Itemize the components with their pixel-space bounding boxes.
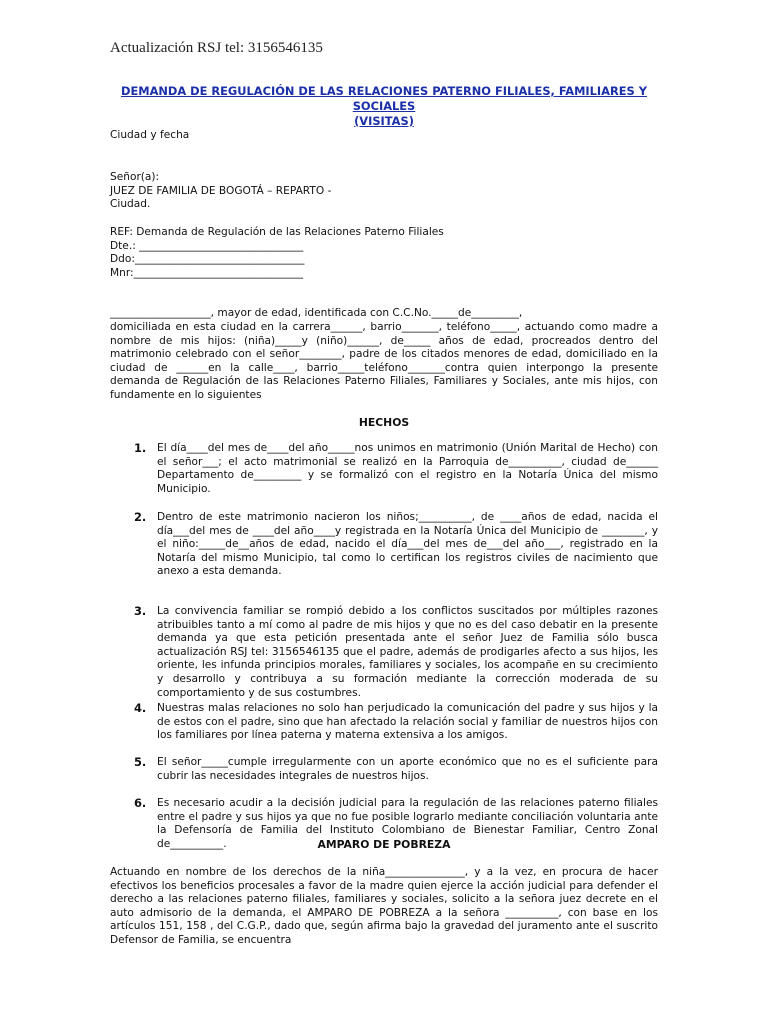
amparo-paragraph: Actuando en nombre de los derechos de la niña_______________, y a la vez, en procura de hacer efectivos los beneficios procesales a favor de la madre quien ejerce la acción judicial para defender el derecho a las relaciones paterno filiales, familiares y sociales, solicito a la señora juez decrete en el auto admisorio de la demanda, el AMPARO DE POBREZA a la señora __________, con base en los artículos 151, 158 , del C.G.P., dado que, según afirma bajo la gravedad del juramento ante el suscrito Defensor de Familia, se encuentra bbox=[110, 866, 658, 946]
ref-subject: REF: Demanda de Regulación de las Relaciones Paterno Filiales bbox=[110, 226, 444, 238]
ref-demandado: Ddo:________________________________ bbox=[110, 253, 305, 266]
intro-first-line: ___________________, mayor de edad, identificada con C.C.No._____de_________, bbox=[110, 307, 523, 319]
city-date: Ciudad y fecha bbox=[110, 129, 190, 141]
hecho-text: Es necesario acudir a la decisión judicial para la regulación de las relaciones paterno filiales entre el padre y sus hijos ya que no fue posible lograrlo mediante conciliación voluntaria ante la Defensoría de Familia del Instituto Colombiano de Bienestar Familiar, Centro Zonal de__________. bbox=[157, 797, 658, 850]
hecho-number: 6. bbox=[134, 796, 147, 810]
amparo-heading: AMPARO DE POBREZA bbox=[317, 838, 451, 851]
document-title bbox=[110, 84, 658, 129]
hecho-item-4 bbox=[110, 702, 658, 743]
reference-block bbox=[110, 226, 658, 280]
hecho-text: Nuestras malas relaciones no solo han perjudicado la comunicación del padre y sus hijos y la de estos con el padre, sino que han afectado la relación social y familiar de nuestros hijos con los familiares por línea paterna y materna extensiva a los amigos. bbox=[157, 702, 658, 742]
hecho-item-1 bbox=[110, 442, 658, 496]
addressee-block bbox=[110, 171, 658, 212]
hecho-item-5 bbox=[110, 756, 658, 783]
addressee-salutation: Señor(a): bbox=[110, 171, 160, 183]
hecho-text: El día____del mes de____del año_____nos unimos en matrimonio (Unión Marital de Hecho) con el señor___; el acto matrimonial se realizó en la Parroquia de__________, ciudad de______ Departamento de_________ y se formalizó con el registro en la Notaría Única del mismo Municipio. bbox=[157, 442, 658, 495]
addressee-judge: JUEZ DE FAMILIA DE BOGOTÁ – REPARTO - bbox=[110, 184, 332, 197]
hecho-number: 2. bbox=[134, 510, 147, 524]
hecho-text: La convivencia familiar se rompió debido a los conflictos suscitados por múltiples razones atribuibles tanto a mí como al padre de mis hijos y que no es del caso debatir en la presente demanda ya que esta petición presentada ante el señor Juez de Familia sólo busca actualización RSJ tel: 3156546135 que el padre, además de prodigarles afecto a sus hijos, les oriente, les infunda principios morales, familiares y sociales, los acompañe en su crecimiento y desarrollo y contribuya a su formación mediante la corrección moderada de su comportamiento y de sus costumbres. bbox=[157, 605, 658, 699]
title-line-1: DEMANDA DE REGULACIÓN DE LAS RELACIONES PATERNO FILIALES, FAMILIARES Y SOCIALES bbox=[121, 84, 647, 113]
header-line: Actualización RSJ tel: 3156546135 bbox=[110, 40, 323, 56]
hecho-number: 5. bbox=[134, 755, 147, 769]
hecho-number: 1. bbox=[134, 441, 147, 455]
hecho-text: Dentro de este matrimonio nacieron los niños;__________, de ____años de edad, nacida el día___del mes de ____del año____y registrada en la Notaría Única del Municipio de ________, y el niño:_____de__años de edad, nacido el día___del mes de___del año___, registrado en la Notaría del mismo Municipio, tal como lo certifican los registros civiles de nacimiento que anexo a esta demanda. bbox=[157, 511, 658, 578]
intro-paragraph: domiciliada en esta ciudad en la carrera______, barrio_______, teléfono_____, actuando como madre a nombre de mis hijos: (niña)_____y (niño)______, de_____ años de edad, procreados dentro del matrimonio celebrado con el señor________, padre de los citados menores de edad, domiciliado en la ciudad de ______en la calle____, barrio_____teléfono_______contra quien interpongo la presente demanda de Regulación de las Relaciones Paterno Filiales, Familiares y Sociales, ante mis hijos, con fundamente en lo siguientes bbox=[110, 321, 658, 401]
ref-demandante: Dte.: _______________________________ bbox=[110, 239, 304, 252]
title-line-2: (VISITAS) bbox=[354, 114, 414, 128]
ref-menor: Mnr:________________________________ bbox=[110, 266, 304, 279]
hecho-item-2 bbox=[110, 511, 658, 579]
hecho-text: El señor_____cumple irregularmente con un aporte económico que no es el suficiente para cubrir las necesidades integrales de nuestros hijos. bbox=[157, 756, 658, 782]
addressee-city: Ciudad. bbox=[110, 198, 151, 211]
hecho-number: 3. bbox=[134, 604, 147, 618]
hechos-heading: HECHOS bbox=[358, 416, 410, 429]
hecho-number: 4. bbox=[134, 701, 147, 715]
hecho-item-3 bbox=[110, 605, 658, 700]
